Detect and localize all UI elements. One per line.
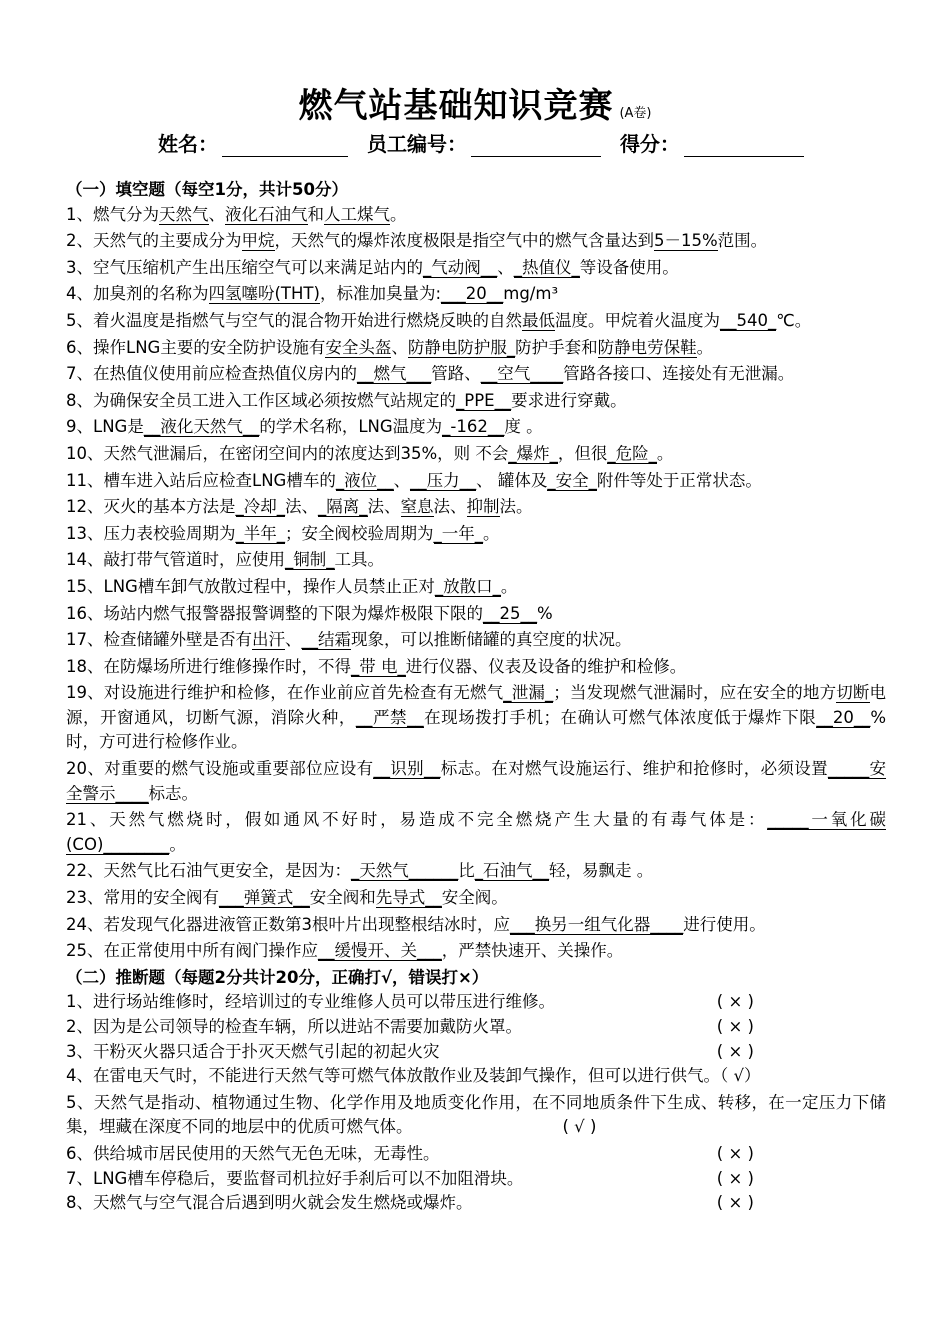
- answer-text: _液位__: [335, 470, 394, 490]
- answer-text: 抑制: [466, 497, 500, 517]
- fill-blank-item: [66, 415, 886, 440]
- fill-blank-item: [66, 655, 886, 680]
- fill-blank-item: [66, 602, 886, 627]
- judgement-item: [66, 1040, 886, 1065]
- employee-id-field[interactable]: [471, 136, 601, 157]
- judgement-list: [66, 990, 886, 1215]
- question-text: 16、场站内燃气报警器报警调整的下限为爆炸极限下限的: [66, 603, 483, 623]
- answer-text: _一年_: [433, 523, 483, 543]
- answer-text: 先导式__: [375, 888, 442, 908]
- judgement-answer: ( × ): [716, 992, 754, 1012]
- question-text: 法、: [433, 497, 467, 517]
- question-text: 。: [483, 523, 500, 543]
- answer-text: 防静电劳保鞋: [597, 337, 697, 357]
- exam-content: [66, 178, 886, 1216]
- answer-text: _____安全警示____: [66, 759, 887, 803]
- answer-text: __540_: [720, 310, 777, 330]
- fill-blank-item: [66, 469, 886, 494]
- question-text: 。: [390, 204, 407, 224]
- judgement-answer: ( × ): [716, 1041, 754, 1061]
- answer-text: __燃气___: [357, 364, 432, 384]
- judgement-answer: ( × ): [716, 1193, 754, 1213]
- candidate-info: [158, 128, 858, 157]
- question-text: 管路各接口、连接处有无泄漏。: [563, 364, 795, 384]
- answer-text: _铜制_: [285, 550, 335, 570]
- question-text: 附件等处于正常状态。: [596, 470, 762, 490]
- answer-text: __压力__: [410, 470, 477, 490]
- question-text: 20、对重要的燃气设施或重要部位应设有: [66, 759, 374, 779]
- answer-text: 最低: [522, 310, 555, 330]
- question-text: 23、常用的安全阀有: [66, 888, 219, 908]
- question-text: 进行使用。: [683, 914, 766, 934]
- fill-blank-item: [66, 309, 886, 334]
- question-text: 5、着火温度是指燃气与空气的混合物开始进行燃烧反映的自然: [66, 310, 522, 330]
- judgement-item: [66, 1091, 886, 1140]
- judgement-answer: ( √ ): [562, 1117, 597, 1137]
- answer-text: __20__: [816, 707, 871, 727]
- judgement-question: 1、进行场站维修时，经培训过的专业维修人员可以带压进行维修。: [66, 992, 555, 1012]
- question-text: 10、天然气泄漏后，在密闭空间内的浓度达到35%，则 不会: [66, 443, 509, 463]
- judgement-answer: ( × ): [716, 1017, 754, 1036]
- question-text: 18、在防爆场所进行维修操作时，不得: [66, 656, 351, 676]
- question-text: 6、操作LNG主要的安全防护设施有: [66, 337, 326, 357]
- question-text: 温度。甲烷着火温度为: [555, 310, 720, 330]
- answer-text: 甲烷: [241, 231, 275, 251]
- question-text: 19、对设施进行维护和检修，在作业前应首先检查有无燃气: [66, 683, 504, 703]
- answer-text: _隔离_: [318, 497, 368, 517]
- question-text: 要求进行穿戴。: [511, 390, 627, 410]
- title-text: 燃气站基础知识竞赛: [298, 86, 614, 126]
- name-field[interactable]: [222, 136, 348, 157]
- fill-blank-item: [66, 757, 886, 806]
- question-text: 管路、: [431, 364, 481, 384]
- answer-text: _爆炸_: [508, 443, 558, 463]
- judgement-answer: ( × ): [716, 1168, 754, 1188]
- question-text: 、: [391, 337, 408, 357]
- judgement-item: [66, 1167, 886, 1192]
- answer-text: __25__: [483, 603, 537, 623]
- question-text: 15、LNG槽车卸气放散过程中，操作人员禁止正对: [66, 576, 435, 596]
- answer-text: __空气____: [480, 364, 564, 384]
- fill-blank-item: [66, 548, 886, 573]
- answer-text: __液化天然气__: [143, 417, 260, 437]
- answer-text: _冷却_: [235, 497, 285, 517]
- question-text: 8、为确保安全员工进入工作区域必须按燃气站规定的: [66, 390, 456, 410]
- question-text: 4、加臭剂的名称为: [66, 284, 209, 304]
- answer-text: 液化石油气: [225, 204, 308, 224]
- question-text: 。: [169, 834, 186, 854]
- question-text: 21、天然气燃烧时，假如通风不好时，易造成不完全燃烧产生大量的有毒气体是：: [66, 810, 768, 830]
- employee-id-label: 员工编号：: [366, 132, 467, 156]
- fill-blank-item: [66, 336, 886, 361]
- question-text: 。: [656, 443, 674, 463]
- judgement-item: [66, 1064, 886, 1089]
- fill-blank-item: [66, 522, 886, 547]
- answer-text: __结霜: [301, 630, 351, 650]
- fill-blank-item: [66, 282, 886, 307]
- judgement-question: 7、LNG槽车停稳后，要监督司机拉好手刹后可以不加阻滑块。: [66, 1168, 524, 1188]
- question-text: ，但很: [557, 443, 608, 463]
- answer-text: _半年_: [235, 523, 285, 543]
- question-text: 11、槽车进入站后应检查LNG槽车的: [66, 470, 336, 490]
- answer-text: ___20__: [441, 284, 504, 304]
- question-text: %: [537, 603, 553, 623]
- question-text: 工具。: [334, 550, 384, 570]
- question-text: 法、: [285, 497, 318, 517]
- fill-blank-item: [66, 256, 886, 281]
- fill-blank-item: [66, 203, 886, 228]
- question-text: 进行仪器、仪表及设备的维护和检修。: [405, 656, 687, 676]
- judgement-question: 3、干粉灭火器只适合于扑灭天燃气引起的初起火灾: [66, 1041, 440, 1061]
- question-text: 轻，易飘走 。: [549, 861, 654, 881]
- exam-title: [0, 78, 950, 127]
- answer-text: 窒息: [400, 497, 434, 517]
- question-text: ；当发现燃气泄漏时，应在安全的地方: [553, 683, 837, 703]
- question-text: 13、压力表校验周期为: [66, 523, 236, 543]
- fill-blank-list: [66, 203, 886, 964]
- answer-text: _泄漏_: [503, 683, 554, 703]
- fill-blank-item: [66, 886, 886, 911]
- fill-blank-item: [66, 442, 886, 467]
- judgement-question: 4、在雷电天气时，不能进行天然气等可燃气体放散作业及装卸气操作，但可以进行供气。（ √）: [66, 1066, 761, 1086]
- question-text: ℃。: [776, 310, 812, 330]
- question-text: 在现场拨打手机；在确认可燃气体浓度低于爆炸下限: [423, 707, 817, 727]
- answer-text: _天然气______: [351, 861, 459, 881]
- question-text: 法。: [499, 497, 533, 517]
- question-text: 防护手套和: [515, 337, 598, 357]
- answer-text: _危险_: [607, 443, 657, 463]
- question-text: 、: [393, 470, 411, 490]
- fill-blank-item: [66, 575, 886, 600]
- answer-text: _-162__: [442, 417, 505, 437]
- question-text: 2、天然气的主要成分为: [66, 231, 242, 251]
- question-text: 、: [208, 204, 225, 224]
- question-text: 和: [307, 204, 324, 224]
- fill-blank-item: [66, 939, 886, 964]
- answer-text: 出汗: [252, 630, 285, 650]
- score-label: 得分：: [619, 132, 680, 156]
- question-text: 等设备使用。: [579, 257, 679, 277]
- answer-text: __缓慢开、关___: [318, 941, 442, 961]
- answer-text: ___换另一组气化器____: [510, 914, 684, 934]
- question-text: ，天然气的爆炸浓度极限是指空气中的燃气含量达到: [274, 231, 654, 251]
- question-text: 标志。在对燃气设施运行、维护和抢修时，必须设置: [440, 759, 828, 779]
- question-text: 17、检查储罐外壁是否有: [66, 630, 252, 650]
- question-text: 范围。: [717, 231, 768, 251]
- question-text: 安全阀。: [441, 888, 508, 908]
- judgement-question: 5、天然气是指动、植物通过生物、化学作用及地质变化作用，在不同地质条件下生成、转移，在一定压力下储集，埋藏在深度不同的地层中的优质可燃气体。: [66, 1092, 886, 1137]
- answer-text: _PPE__: [456, 390, 512, 410]
- answer-text: _石油气__: [474, 861, 549, 881]
- judgement-item: [66, 1191, 886, 1216]
- fill-blank-item: [66, 628, 886, 653]
- fill-blank-item: [66, 389, 886, 414]
- answer-text: 天然气: [159, 204, 209, 224]
- question-text: 14、敲打带气管道时，应使用: [66, 550, 285, 570]
- question-text: 24、若发现气化器进液管正数第3根叶片出现整根结冰时，应: [66, 914, 510, 934]
- question-text: 。: [500, 576, 518, 596]
- fill-blank-item: [66, 681, 886, 755]
- score-field[interactable]: [684, 136, 804, 157]
- judgement-question: 6、供给城市居民使用的天然气无色无味，无毒性。: [66, 1143, 440, 1163]
- answer-text: _热值仪_: [513, 257, 580, 277]
- answer-text: 切断: [836, 683, 870, 703]
- judgement-question: 8、天燃气与空气混合后遇到明火就会发生燃烧或爆炸。: [66, 1193, 473, 1213]
- answer-text: 安全头盔: [325, 337, 392, 357]
- question-text: 比: [458, 861, 475, 881]
- fill-blank-item: [66, 913, 886, 938]
- answer-text: ___弹簧式__: [219, 888, 310, 908]
- question-text: 9、LNG是: [66, 417, 144, 437]
- answer-text: __识别__: [373, 759, 441, 779]
- answer-text: 四氢噻吩(THT): [208, 284, 320, 304]
- question-text: ，标准加臭量为:: [319, 284, 442, 304]
- judgement-item: [66, 1142, 886, 1167]
- question-text: ，严禁快速开、关操作。: [441, 941, 624, 961]
- question-text: 12、灭火的基本方法是: [66, 497, 236, 517]
- judgement-question: 2、因为是公司领导的检查车辆，所以进站不需要加戴防火罩。: [66, 1017, 522, 1036]
- answer-text: 人工煤气: [324, 204, 390, 224]
- fill-blank-item: [66, 859, 886, 884]
- answer-text: _安全_: [547, 470, 597, 490]
- question-text: 3、空气压缩机产生出压缩空气可以来满足站内的: [66, 257, 423, 277]
- section-judgement-title: （二）推断题（每题2分共计20分，正确打√，错误打×）: [66, 967, 489, 987]
- judgement-item: [66, 990, 886, 1015]
- question-text: 22、天然气比石油气更安全，是因为：: [66, 861, 351, 881]
- question-text: 法、: [367, 497, 401, 517]
- answer-text: _气动阀__: [423, 257, 498, 277]
- answer-text: _放散口_: [434, 576, 501, 596]
- question-text: 。: [696, 337, 714, 357]
- fill-blank-item: [66, 362, 886, 387]
- question-text: 电源，开窗通风，切断气源，消除火种，: [66, 683, 887, 727]
- question-text: 的学术名称，LNG温度为: [259, 417, 443, 437]
- question-text: %时，方可进行检修作业。: [66, 707, 887, 752]
- answer-text: 5－15%: [654, 231, 718, 251]
- question-text: 度 。: [504, 417, 543, 437]
- answer-text: _带 电_: [351, 656, 406, 676]
- answer-text: _____一氧化碳(CO)________: [66, 810, 887, 854]
- question-text: 标志。: [148, 783, 198, 803]
- section-fill-blank-title: （一）填空题（每空1分，共计50分）: [66, 180, 348, 199]
- answer-text: __严禁__: [355, 707, 424, 727]
- question-text: 1、燃气分为: [66, 204, 159, 224]
- name-label: 姓名：: [158, 132, 218, 156]
- judgement-answer: ( × ): [716, 1143, 754, 1163]
- paper-version: (A卷): [619, 106, 652, 121]
- question-text: 25、在正常使用中所有阀门操作应: [66, 941, 318, 961]
- judgement-item: [66, 1015, 886, 1040]
- fill-blank-item: [66, 808, 886, 857]
- fill-blank-item: [66, 495, 886, 520]
- fill-blank-item: [66, 229, 886, 254]
- question-text: 现象，可以推断储罐的真空度的状况。: [351, 630, 632, 650]
- answer-text: 防静电防护服_: [407, 337, 516, 357]
- question-text: 安全阀和: [309, 888, 376, 908]
- question-text: mg/m³: [503, 284, 559, 304]
- question-text: 、: [285, 630, 302, 650]
- question-text: 、: [497, 257, 514, 277]
- question-text: 7、在热值仪使用前应检查热值仪房内的: [66, 364, 357, 384]
- question-text: 、 罐体及: [476, 470, 548, 490]
- question-text: ；安全阀校验周期为: [285, 523, 434, 543]
